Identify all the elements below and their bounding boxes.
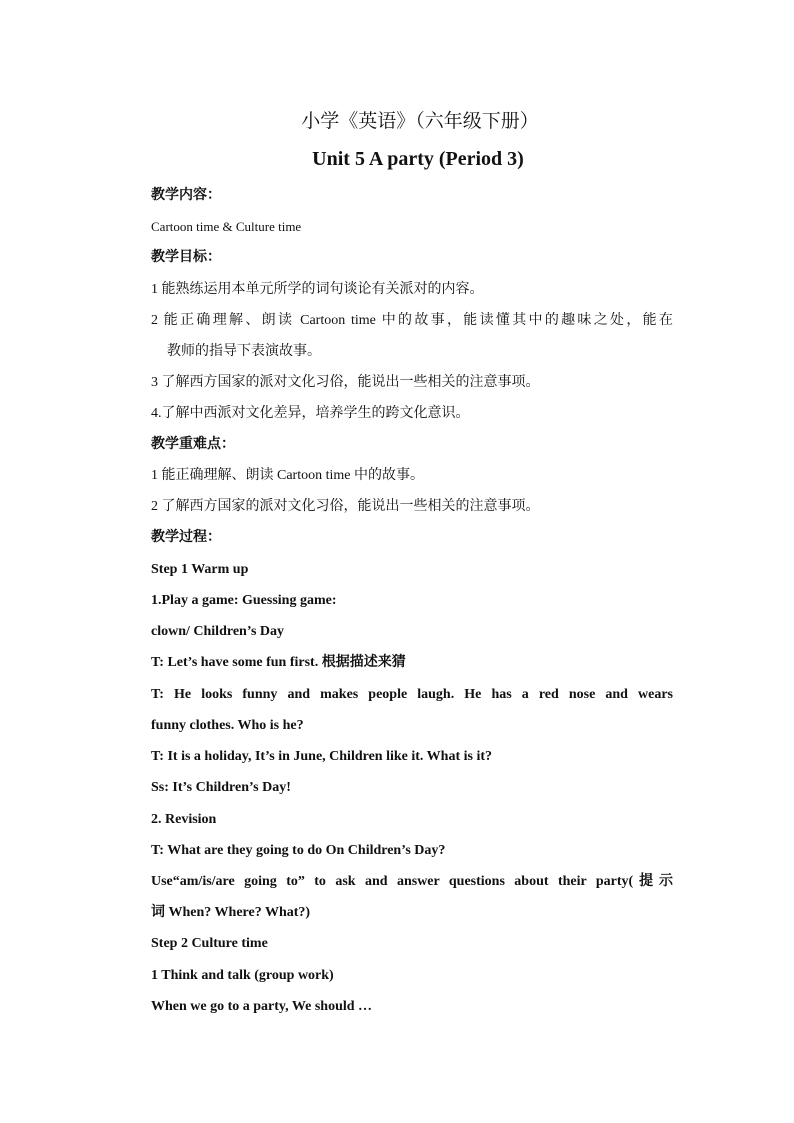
content-line: Cartoon time & Culture time (151, 219, 302, 234)
document-title-english: Unit 5 A party (Period 3) (312, 148, 524, 170)
section-heading-content: 教学内容： (151, 188, 221, 203)
process-line: T: It is a holiday, It’s in June, Children like it. What is it? (151, 749, 492, 764)
objective-item-2: 2 能正确理解、朗读 Cartoon time 中的故事，能读懂其中的趣味之处，能在 (151, 313, 673, 328)
process-line: 2. Revision (151, 812, 217, 827)
key-point-item-2: 2 了解西方国家的派对文化习俗，能说出一些相关的注意事项。 (151, 499, 540, 514)
process-line: 1.Play a game: Guessing game: (151, 593, 337, 608)
process-line: When we go to a party, We should … (151, 999, 373, 1014)
process-line: T: Let’s have some fun first. 根据描述来猜 (151, 655, 406, 670)
section-heading-key-points: 教学重难点： (151, 437, 235, 452)
process-line: Ss: It’s Children’s Day! (151, 780, 291, 795)
objective-item-4: 4.了解中西派对文化差异，培养学生的跨文化意识。 (151, 406, 470, 421)
document-title-chinese: 小学《英语》（六年级下册） (301, 111, 539, 132)
process-line: T: He looks funny and makes people laugh. He has a red nose and wears (151, 687, 673, 702)
section-heading-objectives: 教学目标： (151, 250, 221, 265)
process-line: 词 When? Where? What?) (151, 905, 311, 920)
step-heading-culture-time: Step 2 Culture time (151, 936, 268, 951)
key-point-item-1: 1 能正确理解、朗读 Cartoon time 中的故事。 (151, 468, 424, 483)
process-line: clown/ Children’s Day (151, 624, 285, 639)
objective-item-2-continued: 教师的指导下表演故事。 (167, 344, 321, 359)
process-line: 1 Think and talk (group work) (151, 968, 334, 983)
process-line: T: What are they going to do On Children’s Day? (151, 843, 446, 858)
process-line: funny clothes. Who is he? (151, 718, 304, 733)
objective-item-3: 3 了解西方国家的派对文化习俗，能说出一些相关的注意事项。 (151, 375, 540, 390)
process-line: Use“am/is/are going to” to ask and answer questions about their party(提示 (151, 874, 673, 889)
objective-item-1: 1 能熟练运用本单元所学的词句谈论有关派对的内容。 (151, 282, 484, 297)
section-heading-process: 教学过程： (151, 530, 221, 545)
step-heading-warm-up: Step 1 Warm up (151, 562, 249, 577)
